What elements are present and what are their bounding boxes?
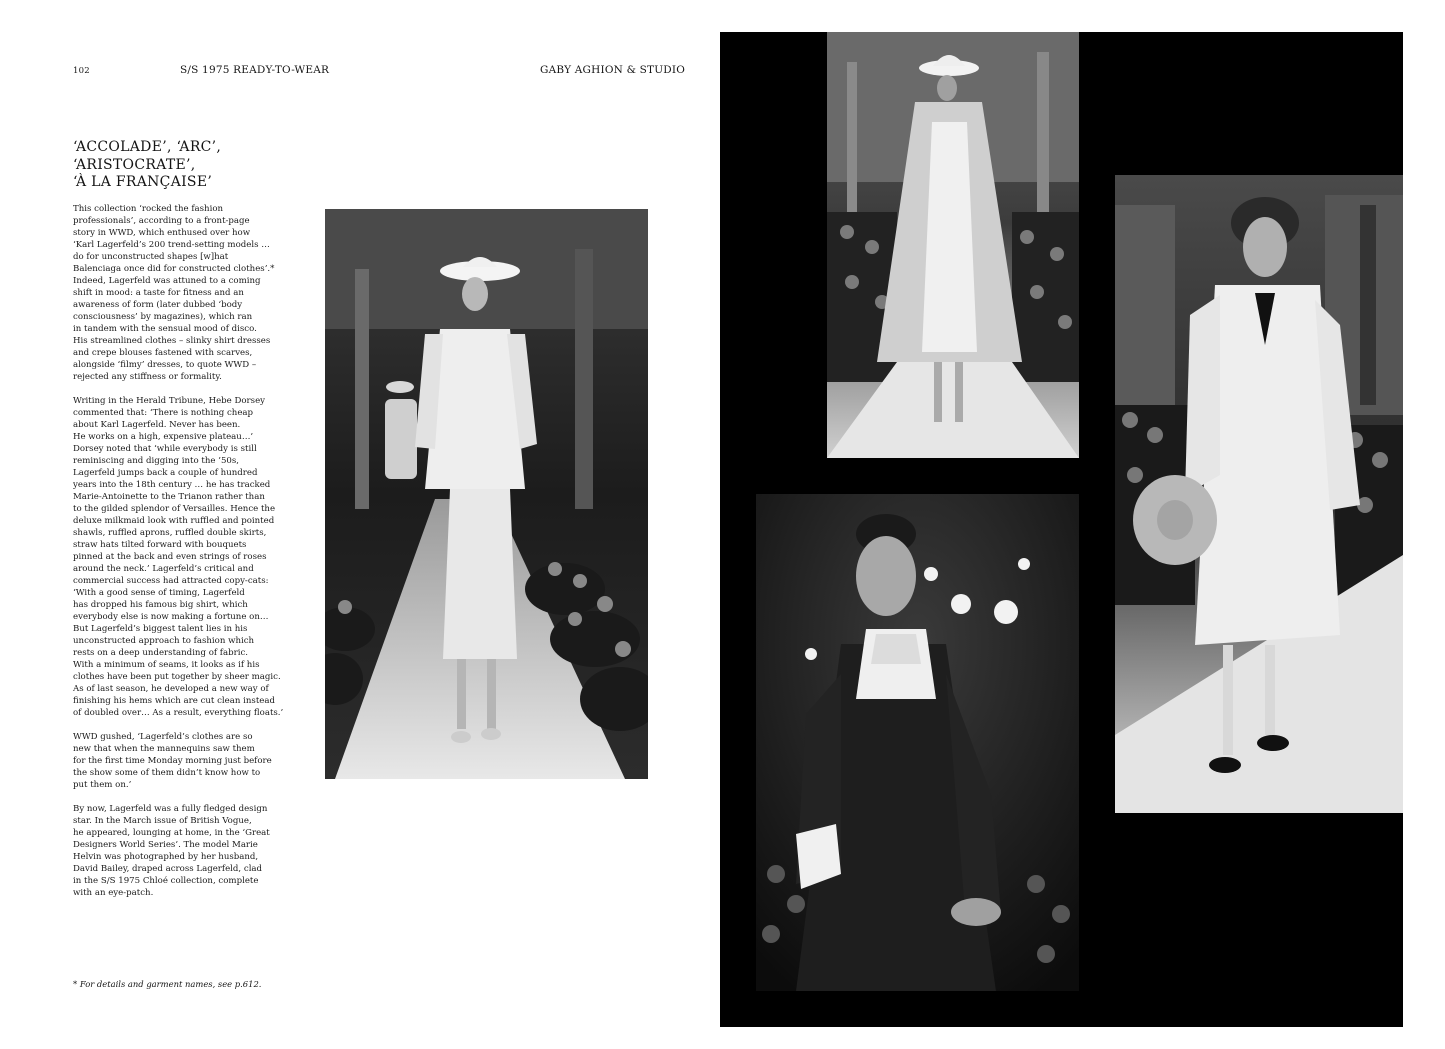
body-paragraph: By now, Lagerfeld was a fully fledged design star. In the March issue of British Vogue, he appeared, lounging at home, in the ‘Great Designers World Series’. The model Marie Helvin was photographed by her husband, David Bailey, draped across Lagerfeld, clad in the S/S 1975 Chloé collection, complete with an eye-patch. (73, 804, 270, 898)
footnote: * For details and garment names, see p.612. (73, 979, 262, 989)
runway-photo-coat-illustration (827, 32, 1079, 458)
runway-photo-ruffle-collar (756, 494, 1079, 991)
body-paragraph: WWD gushed, ‘Lagerfeld’s clothes are so new that when the mannequins saw them for the first time Monday morning just before the show some of them didn’t know how to put them on.’ (73, 732, 272, 790)
body-paragraph: Writing in the Herald Tribune, Hebe Dorsey commented that: ‘There is nothing cheap about Karl Lagerfeld. Never has been. He works on a high, expensive plateau…’ Dorsey noted that ‘while everybody is still reminiscing and digging into the ’50s, Lagerfeld jumps back a couple of hundred years into the 18th century … he has tracked Marie-Antoinette to the Trianon rather than to the gilded splendor of Versailles. Hence the deluxe milkmaid look with ruffled and pointed shawls, ruffled aprons, ruffled double skirts, straw hats tilted forward with bouquets pinned at the back and even strings of roses around the neck.’ Lagerfeld’s critical and commercial success had attracted copy-cats: ‘With a good sense of timing, Lagerfeld has dropped his famous big shirt, which everybody else is now making a fortune on… But Lagerfeld’s biggest talent lies in his unconstructed approach to fashion which rests on a deep understanding of fabric. With a minimum of seams, it looks as if his clothes have been put together by sheer magic. As of last season, he developed a new way of finishing his hems which are cut clean instead of doubled over… As a result, everything floats.’ (73, 396, 284, 718)
page-number: 102 (73, 66, 90, 76)
section-heading: S/S 1975 READY-TO-WEAR (180, 64, 330, 76)
runway-photo-white-hat (325, 209, 648, 779)
runway-photo-ruffle-collar-illustration (756, 494, 1079, 991)
runway-photo-ruffled-dress (1115, 175, 1403, 813)
body-paragraph: This collection ‘rocked the fashion professionals’, according to a front-page story in WWD, which enthused over how ‘Karl Lagerfeld’s 200 trend-setting models … do for unconstructed shapes [w]hat Balenciaga once did for constructed clothes’.* Indeed, Lagerfeld was attuned to a coming shift in mood: a taste for fitness and an awareness of form (later dubbed ‘body consciousness’ by magazines), which ran in tandem with the sensual mood of disco. His streamlined clothes – slinky shirt dresses and crepe blouses fastened with scarves, alongside ‘filmy’ dresses, to quote WWD – rejected any stiffness or formality. (73, 204, 275, 382)
runway-photo-ruffled-dress-illustration (1115, 175, 1403, 813)
runway-photo-coat (827, 32, 1079, 458)
designer-heading: GABY AGHION & STUDIO (540, 64, 686, 76)
article-body (73, 203, 291, 911)
title-line: ‘À LA FRANÇAISE’ (73, 174, 213, 190)
runway-photo-white-hat-illustration (325, 209, 648, 779)
title-line: ‘ARISTOCRATE’, (73, 156, 196, 173)
article-title (73, 139, 313, 192)
title-line: ‘ACCOLADE’, ‘ARC’, (73, 139, 222, 155)
